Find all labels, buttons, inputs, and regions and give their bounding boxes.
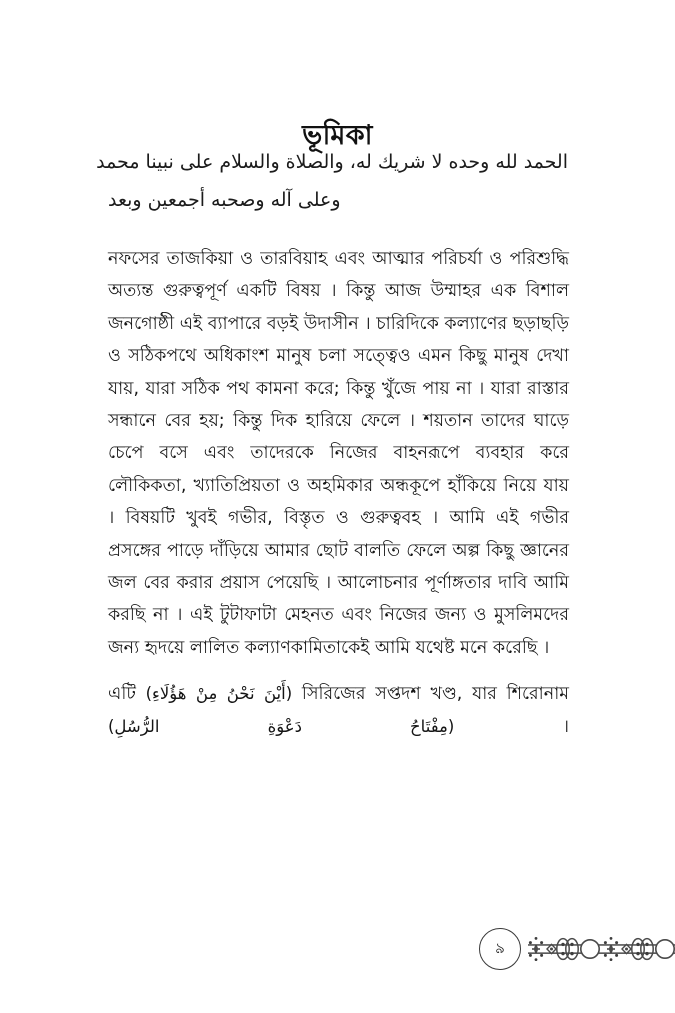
page-title: ভূমিকা	[302, 120, 373, 152]
invocation-line-1: الحمد لله وحده لا شريك له، والصلاة والسلام على نبينا محمد	[96, 151, 568, 173]
decorative-border-icon	[528, 931, 675, 967]
closing-segment-2: সিরিজের সপ্তদশ খণ্ড, যার শিরোনাম	[292, 684, 569, 705]
arabic-volume-title: (مِفْتَاحُ دَعْوَةِ الرُّسُلِ)	[108, 716, 455, 736]
closing-segment-1: এটি	[108, 684, 146, 705]
invocation-line-2: وعلى آله وصحبه أجمعين وبعد	[108, 189, 341, 211]
closing-segment-3: ।	[454, 716, 570, 737]
arabic-series-title: (أَيْنَ نَحْنُ مِنْ هَؤُلَاءِ)	[145, 684, 293, 704]
paragraph-2	[108, 678, 569, 775]
paragraph-1: নফসের তাজকিয়া ও তারবিয়াহ এবং আত্মার পরিচর্যা ও পরিশুদ্ধি অত্যন্ত গুরুত্বপূর্ণ একটি বিষয় । কিন্তু আজ উম্মাহর এক বিশাল জনগোষ্ঠী এই ব্যাপারে বড়ই উদাসীন । চারিদিকে কল্যাণের ছড়াছড়ি ও সঠিকপথে অধিকাংশ মানুষ চলা সত্ত্বেও এমন কিছু মানুষ দেখা যায়, যারা সঠিক পথ কামনা করে; কিন্তু খুঁজে পায় না । যারা রাস্তার সন্ধানে বের হয়; কিন্তু দিক হারিয়ে ফেলে । শয়তান তাদের ঘাড়ে চেপে বসে এবং তাদেরকে নিজের বাহনরূপে ব্যবহার করে লৌকিকতা, খ্যাতিপ্রিয়তা ও অহমিকার অন্ধকূপে হাঁকিয়ে নিয়ে যায় । বিষয়টি খুবই গভীর, বিস্তৃত ও গুরুত্ববহ । আমি এই গভীর প্রসঙ্গের পাড়ে দাঁড়িয়ে আমার ছোট বালতি ফেলে অল্প কিছু জ্ঞানের জল বের করার প্রয়াস পেয়েছি । আলোচনার পূর্ণাঙ্গতার দাবি আমি করছি না । এই টুটাফাটা মেহনত এবং নিজের জন্য ও মুসলিমদের জন্য হৃদয়ে লালিত কল্যাণকামিতাকেই আমি যথেষ্ট মনে করেছি ।	[108, 249, 569, 658]
arabic-invocation	[96, 143, 568, 219]
page-footer	[0, 925, 675, 977]
page-number-badge	[479, 928, 521, 970]
page-number: ৯	[495, 938, 505, 957]
body-text	[108, 243, 569, 776]
